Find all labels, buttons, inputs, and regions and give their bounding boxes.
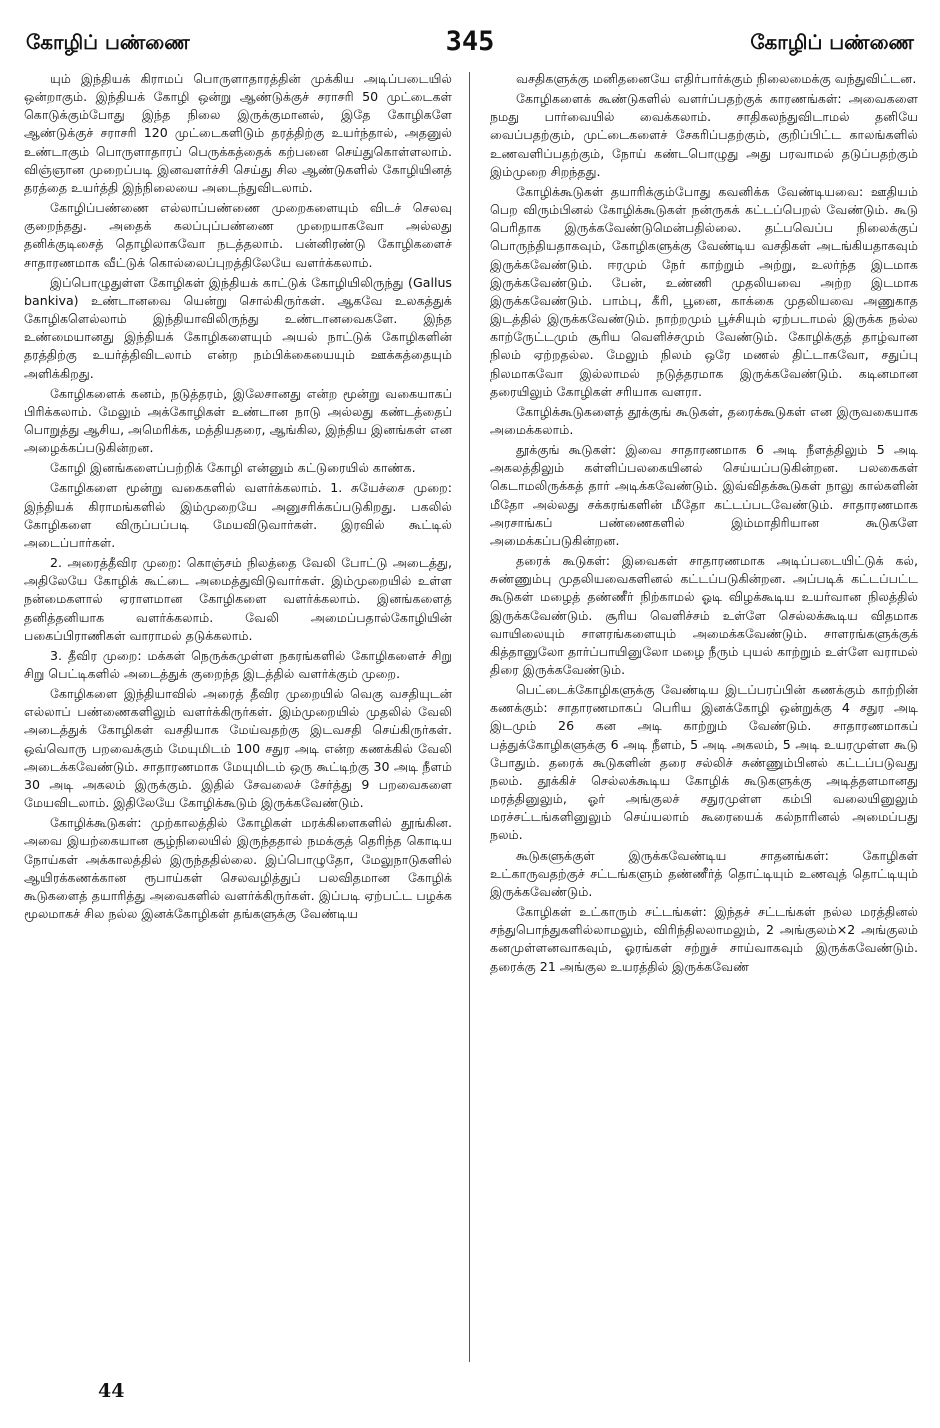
paragraph: தரைக் கூடுகள்: இவைகள் சாதாரணமாக அடிப்படையிட்டுக் கல், சுண்ணும்பு முதலியவைகளினல் கட்டப்படுகின்றன. அப்படிக் கட்டப்பட்ட கூடுகள் மழைத் தண்ணீர் நிற்காமல் ஓடி விழக்கூடிய உயர்வான நிலத்தில் இருக்கவேண்டும். சூரிய வெளிச்சம் உள்ளே செல்லக்கூடிய விதமாக வாயிலையும் சாளரங்களையும் அமைக்கவேண்டும். சாளரங்களுக்குக் கித்தானுலோ தார்ப்பாயினுலோ மழை நீரும் புயல் காற்றும் உள்ளே வராமல் திரை இருக்கவேண்டும். — [490, 553, 918, 677]
paragraph: இப்பொழுதுள்ள கோழிகள் இந்தியக் காட்டுக் கோழியிலிருந்து (Gallus bankiva) உண்டானவை யென்று சொல்கிருர்கள். ஆகவே உலகத்துக் கோழிகளெல்லாம் இந்தியாவிலிருந்து உண்டானவைகளே. இந்த உண்மையானது இந்தியக் கோழிகளையும் அயல் நாட்டுக் கோழிகளின் தரத்திற்கு உயர்த்திவிடலாம் என்ற நம்பிக்கையையும் ஊக்கத்தையும் அளிக்கிறது. — [24, 274, 452, 381]
running-title-left: கோழிப் பண்ணை — [26, 30, 190, 54]
page-number: 345 — [445, 26, 495, 57]
paragraph: கோழிக்கூடுகள் தயாரிக்கும்போது கவனிக்க வேண்டியவை: ஊதியம் பெற விரும்பினல் கோழிக்கூடுகள் நன்ருகக் கட்டப்பெறல் வேண்டும். கூடு பெரிதாக இருக்கவேண்டுமென்பதில்லை. தட்பவெப்ப நிலைக்குப் பொருந்தியதாகவும், கோழிகளுக்கு வேண்டிய வசதிகள் அடங்கியதாகவும் இருக்கவேண்டும். ஈரமும் நேர் காற்றும் அற்று, உலர்ந்த இடமாக இருக்கவேண்டும். பேன், உண்ணி முதலியவை அற்ற இடமாக இருக்கவேண்டும். பாம்பு, கீரி, பூனை, காக்கை முதலியவை அணுகாத இடத்தில் இருக்கவேண்டும். நாற்றமும் பூச்சியும் ஏற்படாமல் இருக்க நல்ல காற்ருேட்டமும் சூரிய வெளிச்சமும் வேண்டும். கோழிக்குத் தாழ்வான நிலம் ஏற்றதல்ல. மேலும் நிலம் ஒரே மணல் திட்டாகவோ, சதுப்பு நிலமாகவோ இல்லாமல் நடுத்தரமாக இருக்கவேண்டும். கடினமான தரையிலும் கோழிகள் சரியாக வளரா. — [490, 183, 918, 399]
paragraph: வசதிகளுக்கு மனிதனையே எதிர்பார்க்கும் நிலைமைக்கு வந்துவிட்டன. — [516, 71, 917, 86]
paragraph: கோழிப்பண்ணை எல்லாப்பண்ணை முறைகளையும் விடச் செலவு குறைந்தது. அதைக் கலப்புப்பண்ணை முறையாகவோ அல்லது தனிக்குடிசைத் தொழிலாகவோ நடத்தலாம். பன்னிரண்டு கோழிகளைச் சாதாரணமாக வீட்டுக் கொல்லைப்புறத்திலேயே வளர்க்கலாம். — [24, 200, 452, 270]
signature-mark: 44 — [98, 1380, 125, 1402]
paragraph: கோழிகளைக் கூண்டுகளில் வளர்ப்பதற்குக் காரணங்கள்: அவைகளை நமது பார்வையில் வைக்கலாம். சாதிகலந்துவிடாமல் தனியே வைப்பதற்கும், முட்டைகளைச் சேகரிப்பதற்கும், குறிப்பிட்ட காலங்களில் உணவளிப்பதற்கும், நோய் கண்டபொழுது அது பரவாமல் தடுப்பதற்கும் இம்முறை சிறந்தது. — [490, 91, 918, 179]
paragraph: கோழிக்கூடுகள்: முற்காலத்தில் கோழிகள் மரக்கிளைகளில் தூங்கின. அவை இயற்கையான சூழ்நிலையில் இருந்ததால் நமக்குத் தெரிந்த கொடிய நோய்கள் அக்காலத்தில் இருந்ததில்லை. இப்பொழுதோ, மேலுநாடுகளில் ஆயிரக்கணக்கான ரூபாய்கள் செலவழித்துப் பலவிதமான கோழிக் கூடுகளைத் தயாரித்து அவைகளில் வளர்க்கிருர்கள். இப்படி ஏற்பட்ட பழக்க மூலமாகச் சில நல்ல இனக்கோழிகள் தங்களுக்கு வேண்டிய — [24, 815, 452, 922]
paragraph: கோழிகளை மூன்று வகைகளில் வளர்க்கலாம். 1. சுயேச்சை முறை: இந்தியக் கிராமங்களில் இம்முறையே அனுசரிக்கப்படுகிறது. பகலில் கோழிகளை விருப்பப்படி மேயவிடுவார்கள். இரவில் கூட்டில் அடைப்பார்கள். — [24, 480, 452, 550]
column-divider — [469, 72, 470, 1362]
paragraph: தூக்குங் கூடுகள்: இவை சாதாரணமாக 6 அடி நீளத்திலும் 5 அடி அகலத்திலும் கள்ளிப்பலகையினல் செய்யப்படுகின்றன. பலகைகள் கெடாமலிருக்கத் தார் அடிக்கவேண்டும். இவ்விதக்கூடுகள் நாலு கால்களின் மீதோ அல்லது சக்கரங்களின் மீதோ கட்டப்படவேண்டும். சாதாரணமாக அரசாங்கப் பண்ணைகளில் இம்மாதிரியான கூடுகளே அமைக்கப்படுகின்றன. — [490, 442, 918, 548]
left-column — [24, 70, 452, 1370]
paragraph: கோழிகளை இந்தியாவில் அரைத் தீவிர முறையில் வெகு வசதியுடன் எல்லாப் பண்ணைகளிலும் வளர்க்கிருர்கள். இம்முறையில் முதலில் வேலி அடைத்துக் கோழிகள் வசதியாக மேய்வதற்கு இடவசதி செய்கிருர்கள். ஒவ்வொரு பறவைக்கும் மேயுமிடம் 100 சதுர அடி என்ற கணக்கில் வேலி அடைக்கவேண்டும். சாதாரணமாக மேயுமிடம் ஒரு கூட்டிற்கு 30 அடி நீளம் 30 அடி அகலம் இருக்கும். இதில் சேவலைச் சேர்த்து 9 பறவைகளை மேயவிடலாம். இதிலேயே கோழிக்கூடும் இருக்கவேண்டும். — [24, 686, 452, 811]
running-title-right: கோழிப் பண்ணை — [750, 30, 914, 54]
paragraph: கோழிக்கூடுகளைத் தூக்குங் கூடுகள், தரைக்கூடுகள் என இருவகையாக அமைக்கலாம். — [490, 403, 918, 437]
paragraph: கோழி இனங்களைப்பற்றிக் கோழி என்னும் கட்டுரையில் காண்க. — [50, 460, 416, 476]
paragraph: 3. தீவிர முறை: மக்கள் நெருக்கமுள்ள நகரங்களில் கோழிகளைச் சிறு சிறு பெட்டிகளில் அடைத்துக் குறைந்த இடத்தில் வளர்க்கும் முறை. — [24, 647, 452, 681]
right-column — [490, 70, 918, 1370]
paragraph: பெட்டைக்கோழிகளுக்கு வேண்டிய இடப்பரப்பின் கணக்கும் காற்றின் கணக்கும்: சாதாரணமாகப் பெரிய இனக்கோழி ஒன்றுக்கு 4 சதுர அடி இடமும் 26 கன அடி காற்றும் வேண்டும். சாதாரணமாகப் பத்துக்கோழிகளுக்கு 6 அடி நீளம், 5 அடி அகலம், 5 அடி உயரமுள்ள கூடு போதும். தரைக் கூடுகளின் தரை சல்லிச் சுண்ணும்பினல் கட்டப்படுவது நலம். தூக்கிச் செல்லக்கூடிய கோழிக் கூடுகளுக்கு அடித்தளமானது மரத்தினுலும், ஓர் அங்குலச் சதுரமுள்ள கம்பி வலையினுலும் மரச்சட்டங்களினுலும் செய்யலாம் கூரையைக் கல்நாரினல் அமைப்பது நலம். — [490, 682, 918, 843]
paragraph: கோழிகளைக் கனம், நடுத்தரம், இலேசானது என்ற மூன்று வகையாகப் பிரிக்கலாம். மேலும் அக்கோழிகள் உண்டான நாடு அல்லது கண்டத்தைப் பொறுத்து ஆசிய, அமெரிக்க, மத்தியதரை, ஆங்கில, இந்திய இனங்கள் என அழைக்கப்படுகின்றன. — [24, 385, 452, 456]
paragraph: கோழிகள் உட்காரும் சட்டங்கள்: இந்தச் சட்டங்கள் நல்ல மரத்தினல் சந்துபொந்துகளில்லாமலும், விரிந்திலலாமலும், 2 அங்குலம்×2 அங்குலம் கனமுள்ளனவாகவும், ஓரங்கள் சற்றுச் சாய்வாகவும் இருக்கவேண்டும். தரைக்கு 21 அங்குல உயரத்தில் இருக்கவேண் — [490, 904, 918, 974]
paragraph: 2. அரைத்தீவிர முறை: கொஞ்சம் நிலத்தை வேலி போட்டு அடைத்து, அதிலேயே கோழிக் கூட்டை அமைத்துவிடுவார்கள். இம்முறையில் உள்ள நன்மைகளால் ஏராளமான கோழிகளை வளர்க்கலாம். இனங்களைத் தனித்தனியாக வளர்க்கலாம். வேலி அமைப்பதால்கோழியின் பகைப்பிராணிகள் வாராமல் தடுக்கலாம். — [24, 555, 452, 643]
paragraph: யும் இந்தியக் கிராமப் பொருளாதாரத்தின் முக்கிய அடிப்படையில் ஒன்றாகும். இந்தியக் கோழி ஒன்று ஆண்டுக்குச் சராசரி 50 முட்டைகள் கொடுக்கும்போது இந்த நிலை இருக்குமானல், இதே கோழிகளே ஆண்டுக்குச் சராசரி 120 முட்டைகளிடும் தரத்திற்கு உயர்ந்தால், அதனுல் உண்டாகும் பொருளாதாரப் பெருக்கத்தைக் கற்பனை செய்துகொள்ளலாம். விஞ்ஞான முறைப்படி இனவளர்ச்சி செய்து சில ஆண்டுகளில் கோழியினத் தரத்தை உயர்த்தி இந்நிலையை அடைந்துவிடலாம். — [24, 71, 452, 195]
paragraph: கூடுகளுக்குள் இருக்கவேண்டிய சாதனங்கள்: கோழிகள் உட்காருவதற்குச் சட்டங்களும் தண்ணீர்த் தொட்டியும் உணவுத் தொட்டியும் இருக்கவேண்டும். — [490, 847, 918, 899]
running-header — [26, 26, 914, 60]
